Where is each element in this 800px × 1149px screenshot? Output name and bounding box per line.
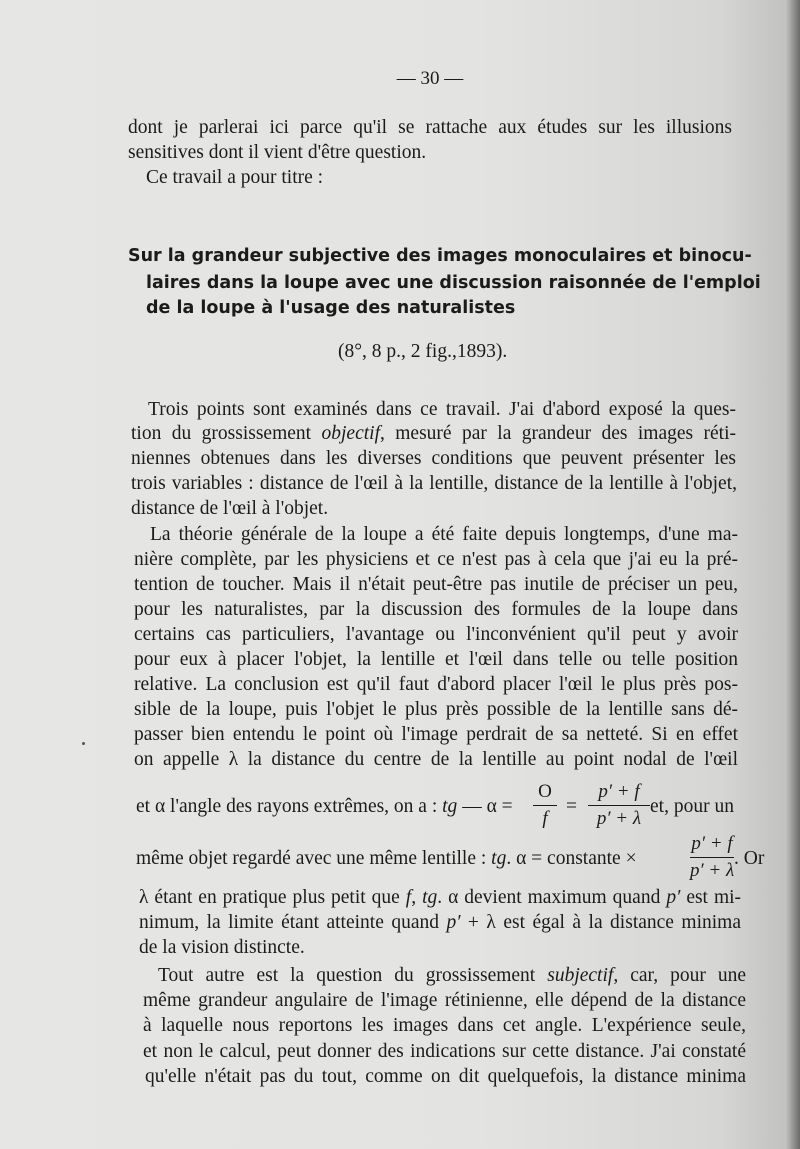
text-line: sible de la loupe, puis l'objet le plus près possible de la lentille sans dé- [134,699,738,720]
text-line: pour les naturalistes, par la discussion des formules de la loupe dans [134,599,738,620]
text-line: relative. La conclusion est qu'il faut d'abord placer l'œil le plus près pos- [134,674,738,695]
text-line: même grandeur angulaire de l'image rétinienne, elle dépend de la distance [143,990,746,1011]
equation-line-end: et, pour un [650,796,734,817]
text-line: distance de l'œil à l'objet. [131,498,329,519]
text-line: nimum, la limite étant atteinte quand p′ + λ est égal à la distance minima [139,912,741,933]
text-line: certains cas particuliers, l'avantage ou l'inconvénient qu'il peut y avoir [134,624,738,645]
text-line: Tout autre est la question du grossissement subjectif, car, pour une [158,965,747,986]
equals-sign: = [566,796,577,817]
italic-term: subjectif [547,965,614,986]
text-line: de la vision distincte. [139,937,305,958]
page-edge-shadow [786,0,800,1149]
text-line: niennes obtenues dans les diverses conditions que peuvent présenter les [131,448,736,469]
section-title-line: de la loupe à l'usage des naturalistes [146,298,516,318]
page-number: — 30 — [396,68,464,89]
text-line: dont je parlerai ici parce qu'il se rattache aux études sur les illusions [128,117,732,138]
text-line: La théorie générale de la loupe a été faite depuis longtemps, d'une ma- [150,524,738,545]
text-line: et non le calcul, peut donner des indications sur cette distance. J'ai constaté [143,1041,746,1062]
text-line: Trois points sont examinés dans ce travail. J'ai d'abord exposé la ques- [148,399,736,420]
text-line: λ étant en pratique plus petit que f, tg. α devient maximum quand p′ est mi- [139,887,742,908]
fraction-p-plus-f-over-p-plus-lambda: p′ + f p′ + λ [690,833,735,881]
equation-line: même objet regardé avec une même lentille : tg. α = constante × [136,848,637,869]
margin-speck [82,742,85,745]
section-title-line: Sur la grandeur subjective des images monoculaires et binocu- [128,246,752,266]
text-line: tention de toucher. Mais il n'était peut-être pas inutile de préciser un peu, [134,574,738,595]
text-line: pour eux à placer l'objet, la lentille et l'œil dans telle ou telle position [134,649,738,670]
citation: (8°, 8 p., 2 fig.,1893). [338,341,508,362]
fraction-p-plus-f-over-p-plus-lambda: p′ + f p′ + λ [588,780,650,831]
text-line: qu'elle n'était pas du tout, comme on dit quelquefois, la distance minima [145,1066,746,1087]
text-line: trois variables : distance de l'œil à la lentille, distance de la lentille à l'objet, [131,473,737,494]
text-line: on appelle λ la distance du centre de la lentille au point nodal de l'œil [134,749,738,770]
equation-line: et α l'angle des rayons extrêmes, on a : tg — α = [136,796,513,817]
text-line: Ce travail a pour titre : [146,167,324,188]
text-line: tion du grossissement objectif, mesuré par la grandeur des images réti- [131,423,737,444]
fraction-o-over-f: O f [533,780,557,831]
italic-term: objectif [321,423,380,444]
text-line: nière complète, par les physiciens et ce n'est pas à cela que j'ai eu la pré- [134,549,738,570]
text-line: sensitives dont il vient d'être question. [128,142,427,163]
equation-line-end: . Or [734,848,765,869]
text-line: à laquelle nous reportons les images dans cet angle. L'expérience seule, [143,1015,746,1036]
section-title-line: laires dans la loupe avec une discussion raisonnée de l'emploi [146,273,761,293]
text-line: passer bien entendu le point où l'image perdrait de sa netteté. Si en effet [134,724,738,745]
